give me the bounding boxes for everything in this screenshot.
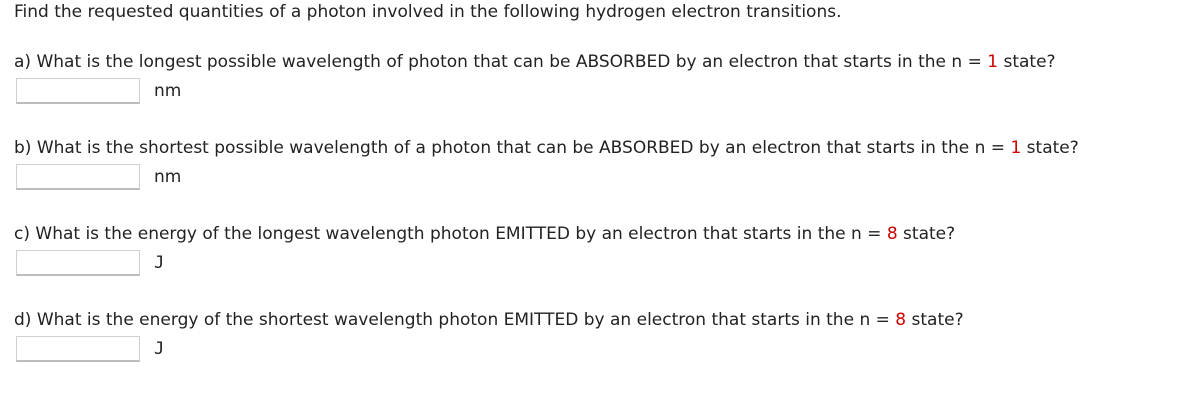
question-a-text (14, 50, 1056, 74)
answer-row-b (14, 164, 1079, 196)
question-a-n-value: 1 (987, 52, 999, 72)
answer-c-unit: J (154, 253, 165, 273)
answer-d-unit: J (154, 339, 165, 359)
instructions-text: Find the requested quantities of a photon involved in the following hydrogen electron transitions. (14, 2, 842, 22)
question-c-suffix: state? (897, 224, 956, 244)
question-d-n-value: 8 (895, 310, 907, 330)
question-d-prefix: d) What is the energy of the shortest wavelength photon EMITTED by an electron that starts in the n = (14, 310, 896, 330)
question-b-suffix: state? (1021, 138, 1079, 158)
question-a-prefix: a) What is the longest possible wavelength of photon that can be ABSORBED by an electron that starts in the n = (14, 52, 988, 72)
answer-b-unit: nm (154, 167, 182, 187)
question-b-prefix: b) What is the shortest possible wavelength of a photon that can be ABSORBED by an electron that starts in the n = (14, 138, 1011, 158)
question-c (14, 222, 955, 282)
answer-c-input[interactable] (16, 250, 140, 276)
question-b (14, 136, 1079, 196)
answer-row-d (14, 336, 964, 368)
question-c-prefix: c) What is the energy of the longest wavelength photon EMITTED by an electron that starts in the n = (14, 224, 887, 244)
question-b-n-value: 1 (1010, 138, 1022, 158)
answer-a-input[interactable] (16, 78, 140, 104)
question-b-text (14, 136, 1079, 160)
question-c-text (14, 222, 955, 246)
question-d (14, 308, 964, 368)
question-d-text (14, 308, 964, 332)
answer-row-c (14, 250, 955, 282)
answer-d-input[interactable] (16, 336, 140, 362)
question-d-suffix: state? (906, 310, 964, 330)
answer-b-input[interactable] (16, 164, 140, 190)
question-c-n-value: 8 (886, 224, 898, 244)
answer-a-unit: nm (154, 81, 182, 101)
question-a-suffix: state? (998, 52, 1056, 72)
answer-row-a (14, 78, 1056, 110)
question-a (14, 50, 1056, 110)
